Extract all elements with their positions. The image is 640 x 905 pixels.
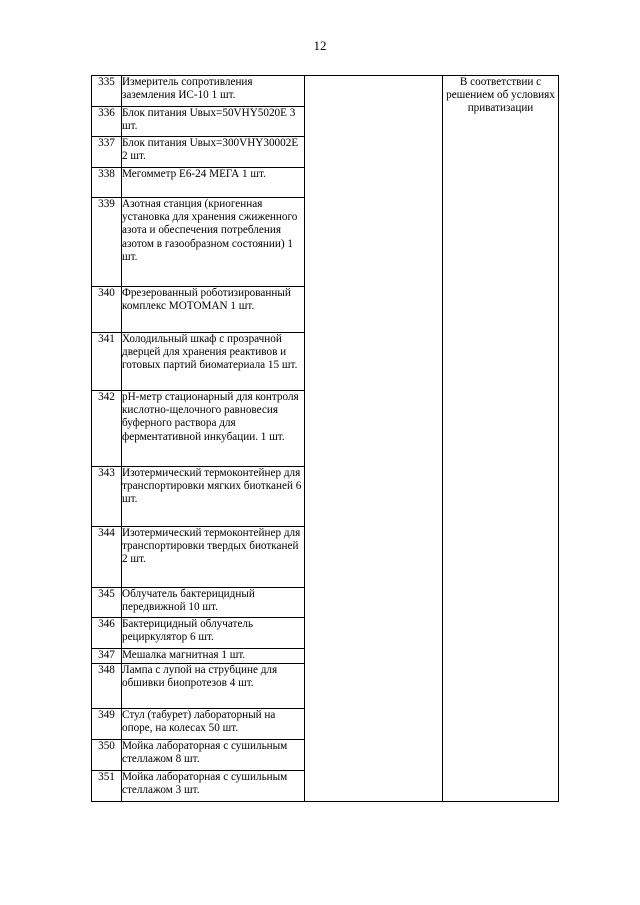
row-number: 349: [92, 709, 122, 740]
item-name: Стул (табурет) лабораторный на опоре, на колесах 50 шт.: [122, 709, 305, 740]
row-number: 336: [92, 107, 122, 137]
item-name: Изотермический термоконтейнер для транспортировки мягких биотканей 6 шт.: [122, 467, 305, 527]
item-name: Измеритель сопротивления заземления ИС-10 1 шт.: [122, 76, 305, 107]
item-name: Бактерицидный облучатель рециркулятор 6 шт.: [122, 618, 305, 649]
row-number: 343: [92, 467, 122, 527]
row-number: 351: [92, 771, 122, 802]
privatization-note: В соответствии с решением об условиях приватизации: [443, 76, 559, 802]
equipment-table: [91, 75, 559, 802]
row-number: 348: [92, 664, 122, 709]
row-number: 345: [92, 588, 122, 618]
item-name: Блок питания Uвых=50VHY5020E 3 шт.: [122, 107, 305, 137]
empty-cell: [305, 76, 443, 802]
row-number: 338: [92, 168, 122, 198]
row-number: 347: [92, 649, 122, 664]
item-name: Мегомметр Е6-24 МЕГА 1 шт.: [122, 168, 305, 198]
page-number: 12: [313, 38, 327, 53]
row-number: 337: [92, 137, 122, 168]
item-name: Мойка лабораторная с сушильным стеллажом 3 шт.: [122, 771, 305, 802]
item-name: Мойка лабораторная с сушильным стеллажом 8 шт.: [122, 740, 305, 771]
item-name: Изотермический термоконтейнер для транспортировки твердых биотканей 2 шт.: [122, 527, 305, 588]
row-number: 342: [92, 391, 122, 467]
row-number: 339: [92, 198, 122, 287]
item-name: Лампа с лупой на струбцине для обшивки биопротезов 4 шт.: [122, 664, 305, 709]
item-name: Фрезерованный роботизированный комплекс MOTOMAN 1 шт.: [122, 287, 305, 333]
table-row: [92, 76, 559, 107]
row-number: 346: [92, 618, 122, 649]
item-name: Облучатель бактерицидный передвижной 10 шт.: [122, 588, 305, 618]
item-name: Блок питания Uвых=300VHY30002E 2 шт.: [122, 137, 305, 168]
row-number: 335: [92, 76, 122, 107]
item-name: Азотная станция (криогенная установка для хранения сжиженного азота и обеспечения потребления азотом в газообразном состоянии) 1 шт.: [122, 198, 305, 287]
row-number: 350: [92, 740, 122, 771]
row-number: 341: [92, 333, 122, 391]
row-number: 344: [92, 527, 122, 588]
item-name: pH-метр стационарный для контроля кислотно-щелочного равновесия буферного раствора для ферментативной инкубации. 1 шт.: [122, 391, 305, 467]
row-number: 340: [92, 287, 122, 333]
item-name: Мешалка магнитная 1 шт.: [122, 649, 305, 664]
item-name: Холодильный шкаф с прозрачной дверцей для хранения реактивов и готовых партий биоматериала 15 шт.: [122, 333, 305, 391]
